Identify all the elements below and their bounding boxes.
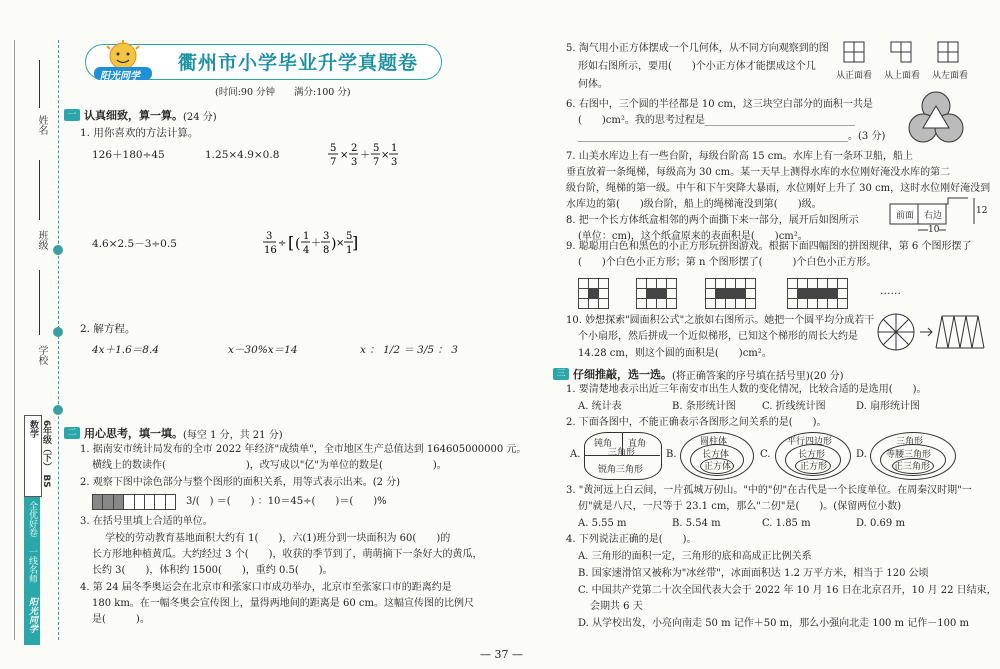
subject-text: 数学	[28, 420, 38, 438]
svg-text:×: ×	[336, 238, 345, 249]
q5-line3: 何体。	[578, 79, 608, 90]
sec3-q1-opt-d: D. 扇形统计图	[856, 401, 921, 412]
sec3-q1-opt-c: C. 折线统计图	[762, 401, 826, 412]
q10-line3: 14.28 cm，则这个圆的面积是( )cm²。	[578, 348, 772, 359]
calc-5-fraction	[262, 228, 357, 264]
sec3-q3-opt-b: B. 5.54 m	[672, 518, 721, 529]
sec2-title: 用心思考，填一填。	[84, 427, 183, 440]
view-front-label: 从正面看	[836, 71, 873, 81]
name-line	[39, 60, 40, 108]
sec2-q1-line2: 横线上的数读作( )，改写成以"亿"为单位的数是( )。	[92, 460, 447, 471]
q9-line1: 9. 聪聪用白色和黑色的小正方形玩拼图游戏。根据下面四幅图的拼图规律，第 6 个图形摆了	[566, 241, 972, 252]
shaded-bar	[92, 494, 176, 510]
sec2-q4-line1: 4. 第 24 届冬季奥运会在北京市和张家口市成功举办，北京市至张家口市的距离约是	[80, 582, 452, 593]
q9-line2: ( )个白色小正方形；第 n 个图形摆了( )个白色小正方形。	[578, 257, 877, 268]
venn-d-letter: D.	[856, 449, 867, 460]
q7-line3: 级台阶，绳梯的第一级。中午和下午突降大暴雨，水位刚好上升了 30 cm，这时水位刚好淹没到	[566, 183, 991, 194]
f1b: 7	[330, 157, 337, 168]
sec3-q4-opt-c-cont: 会期共 6 天	[590, 601, 643, 612]
pattern-2	[636, 278, 677, 309]
box-width-label: 10	[928, 225, 940, 235]
svg-text:(: (	[295, 236, 301, 252]
svg-text:×: ×	[340, 150, 349, 161]
tag2: 一线名师	[27, 547, 37, 583]
sec3-title: 仔细推敲，选一选。	[573, 368, 672, 381]
venn-c-label-1: 平行四边形	[787, 437, 833, 447]
f1a: 5	[330, 143, 337, 154]
sec2-q3: 3. 在括号里填上合适的单位。	[80, 516, 213, 527]
svg-text:): )	[331, 236, 337, 252]
sec3-q2: 2. 下面各图中，不能正确表示各图形之间关系的是( )。	[566, 417, 827, 428]
sec3-q3-opt-a: A. 5.55 m	[578, 518, 627, 529]
grade-box	[24, 415, 51, 497]
school-line	[39, 270, 40, 335]
f2c: 1	[303, 231, 310, 242]
sec2-q2-fill: 3/( ) ＝( ) ：10＝45÷( )＝( )%	[186, 496, 387, 507]
sec2-q1-line1: 1. 据南安市统计局发布的全市 2022 年经济"成绩单"，全市地区生产总值达到 164605000000 元。	[80, 444, 527, 455]
f2b: 16	[264, 245, 277, 256]
sec1-q2: 2. 解方程。	[80, 323, 136, 335]
venn-a-label-2: 直角	[628, 439, 647, 449]
f1c: 2	[351, 143, 358, 154]
sec2-score: (每空 1 分，共 21 分)	[183, 429, 283, 441]
q10-line1: 10. 妙想探索"圆面积公式"之旅如右图所示。她把一个圆平均分成若干	[566, 315, 875, 326]
f2f: 8	[323, 245, 330, 256]
sec1-title: 认真细致，算一算。	[84, 109, 183, 122]
sec3-score: (将正确答案的序号填在括号里)(20 分)	[672, 370, 844, 382]
f2h: 1	[346, 245, 353, 256]
box-front-label: 前面	[896, 211, 915, 221]
logo-text: 阳光同学	[100, 71, 140, 82]
sec1-q1: 1. 用你喜欢的方法计算。	[80, 127, 199, 139]
pattern-1	[578, 278, 609, 309]
sec3-q3-line2: 仞"就是八尺，一尺等于 23.1 cm，那么"二仞"是( )。(保留两位小数)	[578, 501, 902, 512]
sec3-q4: 4. 下列说法正确的是( )。	[566, 534, 697, 545]
logo	[92, 40, 154, 82]
equation-2: x－30%x＝14	[228, 344, 298, 356]
q6-line1: 6. 右图中，三个圆的半径都是 10 cm，这三块空白部分的面积一共是	[566, 99, 873, 110]
calc-1: 126＋180÷45	[92, 149, 165, 161]
page-title: 衢州市小学毕业升学真题卷	[178, 52, 419, 74]
svg-text:＋: ＋	[360, 150, 370, 161]
view-left-label: 从左面看	[932, 71, 969, 81]
venn-d-label-2: 等腰三角形	[886, 450, 932, 460]
venn-c-label-2: 长方形	[798, 450, 826, 460]
venn-c-letter: C.	[760, 449, 771, 460]
f1d: 3	[351, 157, 358, 168]
sec2-q2-line: 2. 观察下图中涂色部分与整个图形的面积关系，用等式表示出来。(2 分)	[80, 477, 401, 488]
equation-1: 4x＋1.6＝8.4	[92, 344, 159, 356]
q6-line3: ______________________________________________________。(3 分)	[578, 131, 886, 142]
class-label: 班级	[36, 230, 47, 250]
f2e: 3	[323, 231, 330, 242]
name-label: 姓名	[36, 115, 47, 135]
view-figures	[836, 40, 986, 85]
pattern-ellipsis: ……	[880, 285, 901, 297]
f2g: 5	[346, 231, 353, 242]
three-circles	[905, 90, 967, 150]
sec3-q3-opt-c: C. 1.85 m	[762, 518, 811, 529]
sec2-q3-line1: 学校的劳动教育基地面积大约有 1( )，六(1)班分到一块面积为 60( )的	[105, 533, 451, 544]
svg-text:×: ×	[381, 150, 390, 161]
svg-text:]: ]	[352, 233, 359, 252]
box-right-label: 右边	[924, 211, 943, 221]
calc-3: 4.6×2.5－3÷0.5	[92, 238, 177, 250]
tag1: 全优好卷	[27, 501, 37, 537]
box-net-figure	[888, 196, 988, 236]
sec1-number: 一	[64, 109, 80, 121]
sec3-q1: 1. 要清楚地表示出近三年南安市出生人数的变化情况，比较合适的是选用( )。	[566, 384, 927, 395]
f2d: 4	[303, 245, 310, 256]
equation-3: x ： 1/2 ＝ 3/5 ： 3	[360, 344, 458, 356]
venn-a-letter: A.	[570, 449, 581, 460]
q6-line2: ( )cm²。我的思考过程是______________________________	[578, 115, 855, 126]
sec2-q3-line2: 长方形地种植黄瓜。大约经过 3 个( )，收获的季节到了，萌萌摘下一条好大的黄瓜，	[92, 549, 483, 560]
exam-info: (时间:90 分钟 满分:100 分)	[215, 87, 351, 98]
circle-to-trapezoid	[876, 310, 988, 358]
f1f: 7	[373, 157, 380, 168]
q8-line1: 8. 把一个长方体纸盒相邻的两个面撕下来一部分，展开后如图所示	[566, 215, 859, 226]
brand-side: 阳光同学	[27, 597, 37, 633]
sec2-q4-line3: 是( )。	[92, 614, 150, 625]
f2a: 3	[266, 231, 273, 242]
sec3-q4-opt-c: C. 中国共产党第二十次全国代表大会于 2022 年 10 月 16 日在北京召开，10 月 22 日结束，	[578, 585, 997, 596]
class-line	[39, 160, 40, 220]
venn-b-label-1: 圆柱体	[700, 437, 728, 447]
sec3-q4-opt-a: A. 三角形的面积一定，三角形的底和高成正比例关系	[578, 551, 812, 562]
edition-text: BS	[41, 474, 51, 488]
svg-text:÷: ÷	[278, 238, 287, 249]
venn-b-label-2: 长方体	[702, 450, 730, 460]
sec3-q1-opt-b: B. 条形统计图	[672, 401, 736, 412]
f1e: 5	[373, 143, 380, 154]
sec3-q1-opt-a: A. 统计表	[578, 401, 622, 412]
venn-b-letter: B.	[666, 449, 677, 460]
venn-a-label-3: 三角形	[608, 448, 636, 458]
sec1-score: (24 分)	[183, 111, 217, 123]
sec3-q4-opt-d: D. 从学校出发，小亮向南走 50 m 记作＋50 m，那么小强向北走 100 m 记作－100 m	[578, 618, 970, 629]
venn-d-label-1: 三角形	[896, 437, 924, 447]
pattern-4	[787, 278, 848, 309]
svg-text:[: [	[288, 233, 295, 252]
q5-line1: 5. 淘气用小正方体摆成一个几何体，从不同方向观察到的图	[566, 43, 829, 54]
sec2-q4-line2: 180 km。在一幅冬奥会宣传图上，量得两地间的距离是 60 cm。这幅宣传图的比例尺	[92, 598, 474, 609]
sec3-q3-opt-d: D. 0.69 m	[856, 518, 905, 529]
grade-text: 6年级（下）	[41, 420, 51, 472]
q10-line2: 个小扇形，然后拼成一个近似梯形，已知这个梯形的周长大约是	[578, 331, 858, 342]
venn-d-label-3: 正三角形	[894, 462, 931, 472]
f1h: 3	[391, 157, 398, 168]
pattern-3	[705, 278, 756, 309]
sec2-q3-line3: 长约 3( )，体积约 1500( )，重约 0.5( )。	[92, 565, 333, 576]
sec3-number: 三	[553, 368, 569, 380]
sec3-q4-opt-b: B. 国家速滑馆又被称为"冰丝带"，冰面面积达 1.2 万平方米，相当于 120 公顷	[578, 568, 929, 579]
brand-strip	[24, 497, 40, 645]
venn-a-label-4: 锐角三角形	[598, 465, 644, 475]
page-number: — 37 —	[480, 648, 523, 661]
venn-a-label-1: 钝角	[594, 439, 613, 449]
box-height-label: 12	[976, 206, 988, 216]
q5-line2: 形如右图所示，要用( )个小正方体才能摆成这个几	[578, 61, 816, 72]
school-label: 学校	[36, 345, 47, 365]
sec3-q3-line1: 3. "黄河远上白云间，一片孤城万仞山。"中的"仞"在古代是一个长度单位。在周秦汉时期"一	[566, 485, 972, 496]
q8-line2: (单位：cm)，这个纸盒原来的表面积是( )cm²。	[578, 231, 808, 242]
sec2-number: 二	[64, 427, 80, 439]
venn-b-label-3: 正方体	[704, 462, 732, 472]
svg-text:＋: ＋	[311, 238, 321, 249]
q7-line1: 7. 山美水库边上有一些台阶，每级台阶高 15 cm。水库上有一条环卫船，船上	[566, 151, 913, 162]
calc-3-fraction	[326, 141, 398, 174]
calc-2: 1.25×4.9×0.8	[205, 149, 280, 161]
q7-line2: 垂直放着一条绳梯，每级高为 30 cm。某一天早上测得水库的水位刚好淹没水库的第二	[566, 167, 951, 178]
q7-line4: 水库边的第( )级台阶，船上的绳梯淹没到第( )级。	[566, 199, 822, 210]
view-top-label: 从上面看	[884, 71, 921, 81]
f1g: 1	[391, 143, 398, 154]
venn-c-label-3: 正方形	[800, 462, 828, 472]
